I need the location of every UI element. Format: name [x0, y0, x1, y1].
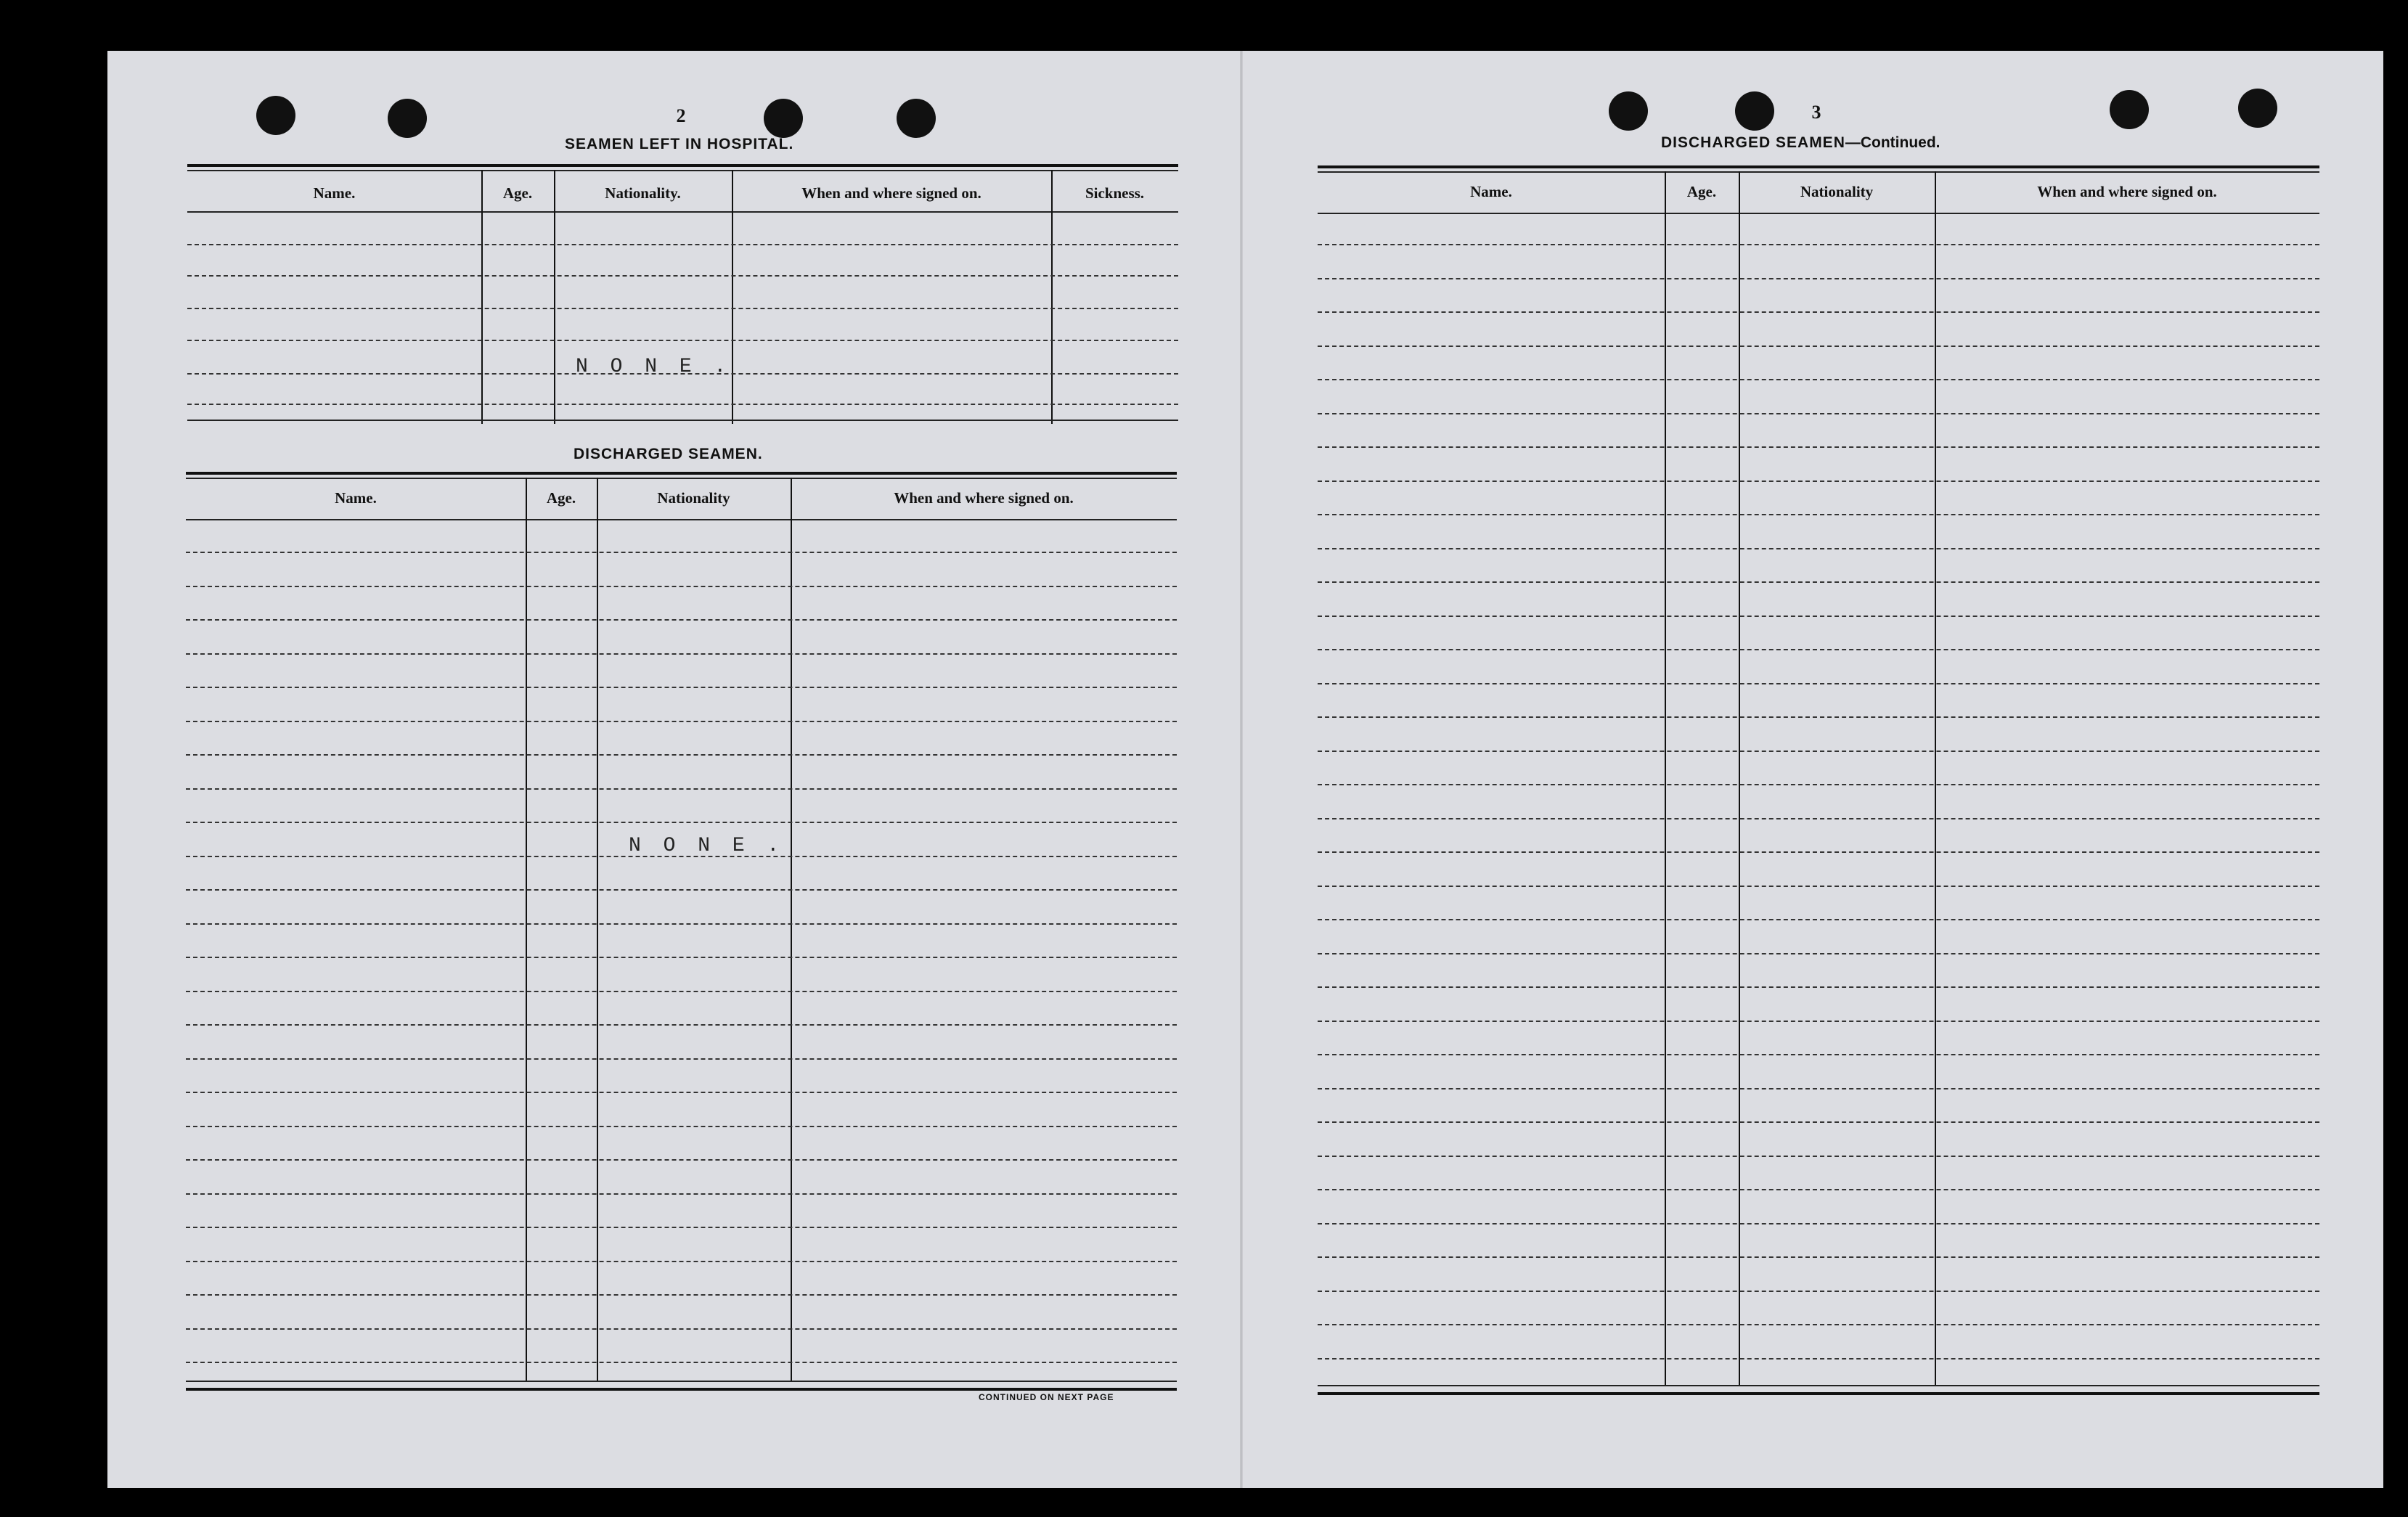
hospital-header-signed-on: When and where signed on.: [801, 184, 981, 202]
punch-hole: [1609, 91, 1648, 131]
punch-hole: [256, 96, 295, 135]
punch-hole: [1735, 91, 1774, 131]
punch-hole: [2238, 89, 2277, 128]
discharged-section-title: DISCHARGED SEAMEN.: [574, 446, 763, 462]
punch-hole: [388, 99, 427, 138]
hospital-section-title: SEAMEN LEFT IN HOSPITAL.: [565, 136, 794, 152]
right-header-signed-on: When and where signed on.: [2037, 183, 2217, 200]
discharged-header-nationality: Nationality: [657, 489, 730, 507]
discharged-header-age: Age.: [546, 489, 576, 507]
hospital-header-nationality: Nationality.: [605, 184, 681, 202]
page-number-right: 3: [1811, 102, 1821, 123]
hospital-table: [187, 164, 1178, 483]
punch-hole: [897, 99, 936, 138]
hospital-header-sickness: Sickness.: [1085, 184, 1145, 202]
page-number-left: 2: [676, 105, 686, 126]
discharged-header-name: Name.: [335, 489, 377, 507]
discharged-header-signed-on: When and where signed on.: [894, 489, 1074, 507]
discharged-continued-suffix: —Continued.: [1845, 134, 1940, 151]
discharged-typed-none: N O N E .: [629, 835, 785, 857]
punch-hole: [2110, 90, 2149, 129]
continued-footer: CONTINUED ON NEXT PAGE: [979, 1392, 1114, 1402]
page-fold: [1240, 51, 1243, 1488]
hospital-typed-none: N O N E .: [576, 356, 732, 378]
right-header-age: Age.: [1686, 183, 1717, 200]
discharged-table-left: [186, 472, 1177, 1444]
right-header-name: Name.: [1470, 183, 1512, 200]
hospital-header-name: Name.: [313, 184, 356, 202]
discharged-continued-title-main: DISCHARGED SEAMEN: [1661, 134, 1845, 151]
punch-hole: [764, 99, 803, 138]
discharged-table-right: [1318, 165, 2319, 1443]
discharged-continued-title: [1661, 134, 1940, 152]
right-header-nationality: Nationality: [1800, 183, 1874, 200]
ledger-paper: [107, 51, 2383, 1488]
hospital-header-age: Age.: [502, 184, 533, 202]
